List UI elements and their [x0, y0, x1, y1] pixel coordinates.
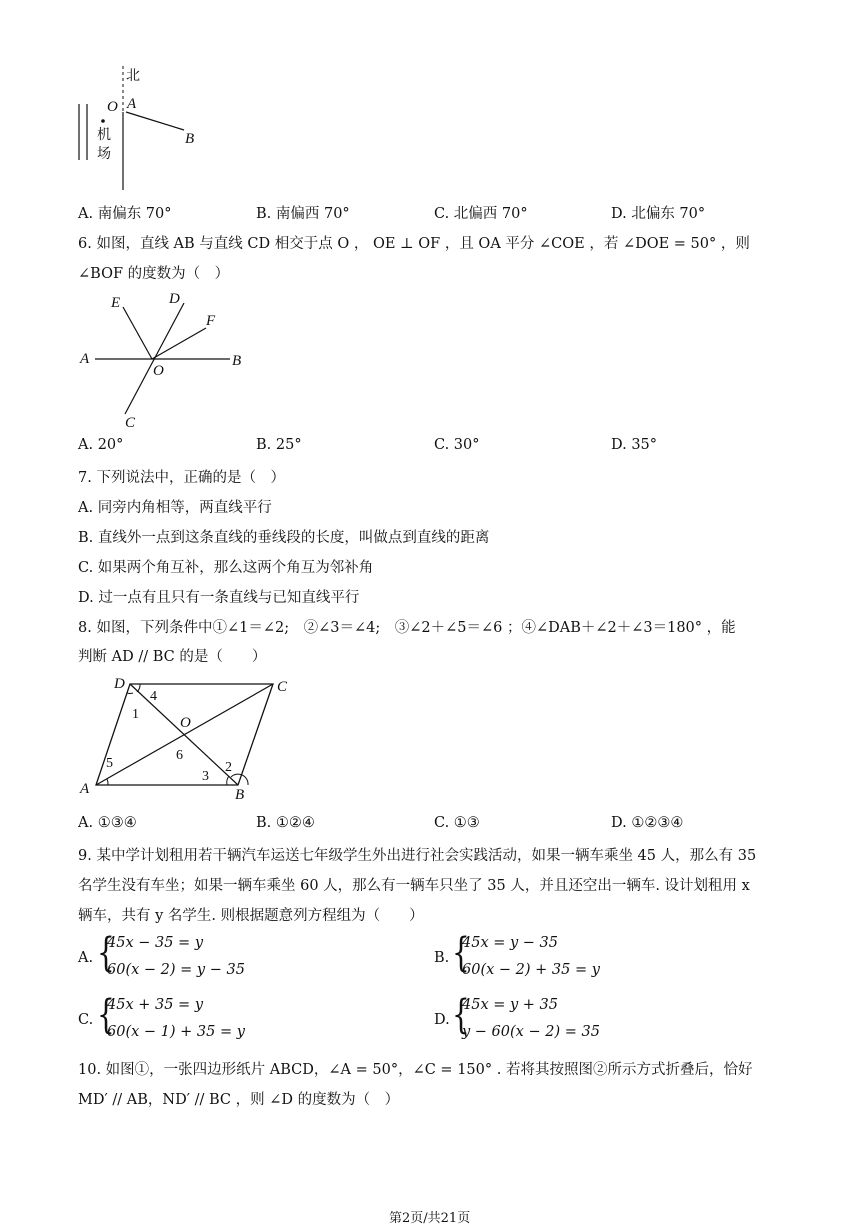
q9-option-a-brace: { — [97, 930, 115, 976]
q9-option-d-eq1: 45x = y + 35 — [462, 997, 559, 1013]
angle-6-label: 6 — [176, 748, 183, 763]
angle-1-label: 1 — [132, 707, 139, 722]
q8-option-d: D. ①②③④ — [611, 815, 684, 831]
angle-arc-3 — [227, 776, 229, 785]
q9-option-a-label: A. — [78, 950, 94, 966]
q9-option-c-label: C. — [78, 1012, 94, 1028]
vertex-a-label: A — [80, 781, 90, 797]
q5-option-c: C. 北偏西 70° — [434, 206, 528, 222]
q5-option-d: D. 北偏东 70° — [611, 206, 706, 222]
q6-option-a: A. 20° — [78, 437, 124, 453]
vertex-d-label: D — [114, 676, 125, 692]
angle-3-label: 3 — [202, 769, 209, 784]
q9-option-a-eq2: 60(x − 2) = y − 35 — [107, 962, 245, 978]
q9-option-c-eq1: 45x + 35 = y — [107, 997, 204, 1013]
q9-option-b-eq1: 45x = y − 35 — [462, 935, 559, 951]
point-a-label: A — [80, 351, 90, 367]
center-o-label: O — [180, 715, 191, 731]
q9-option-b-eq2: 60(x − 2) + 35 = y — [462, 962, 600, 978]
point-o-label: O — [153, 363, 164, 379]
q7-option-c: C. 如果两个角互补，那么这两个角互为邻补角 — [78, 560, 374, 576]
q9-stem-line1: 9. 某中学计划租用若干辆汽车运送七年级学生外出进行社会实践活动，如果一辆车乘坐 45 人，那么有 35 — [78, 848, 757, 864]
q7-option-d: D. 过一点有且只有一条直线与已知直线平行 — [78, 590, 360, 606]
point-f-label: F — [206, 313, 216, 329]
q6-option-d: D. 35° — [611, 437, 658, 453]
angle-arc-5 — [107, 779, 108, 785]
point-o-label: O — [107, 99, 118, 115]
q9-stem-line2: 名学生没有车坐；如果一辆车乘坐 60 人，那么有一辆车只坐了 35 人，并且还空出一辆车. 设计划租用 x — [78, 878, 750, 894]
q8-option-b: B. ①②④ — [256, 815, 315, 831]
point-b-label: B — [232, 353, 242, 369]
q9-option-b-brace: { — [452, 930, 470, 976]
q7-stem: 7. 下列说法中，正确的是（ ） — [78, 470, 285, 486]
angle-2-label: 2 — [225, 760, 232, 775]
q10-stem-line1: 10. 如图①，一张四边形纸片 ABCD，∠A = 50°，∠C = 150° . 若将其按照图②所示方式折叠后，恰好 — [78, 1062, 753, 1078]
q8-stem-line2: 判断 AD // BC 的是（ ） — [78, 649, 267, 665]
q6-stem-line1: 6. 如图，直线 AB 与直线 CD 相交于点 O ， OE ⊥ OF ，且 OA 平分 ∠COE ，若 ∠DOE = 50° ，则 — [78, 236, 750, 252]
q5-option-b: B. 南偏西 70° — [256, 206, 350, 222]
point-a-label: A — [127, 96, 137, 112]
page-footer: 第2页/共21页 — [389, 1211, 471, 1226]
q9-option-a-eq1: 45x − 35 = y — [107, 935, 204, 951]
q8-option-a: A. ①③④ — [78, 815, 137, 831]
q7-option-b: B. 直线外一点到这条直线的垂线段的长度，叫做点到直线的距离 — [78, 530, 490, 546]
point-e-label: E — [111, 295, 121, 311]
north-label: 北 — [126, 69, 140, 84]
point-c-label: C — [125, 415, 136, 431]
q9-option-d-label: D. — [434, 1012, 450, 1028]
q9-stem-line3: 辆车，共有 y 名学生. 则根据题意列方程组为（ ） — [78, 908, 424, 924]
q7-option-a: A. 同旁内角相等，两直线平行 — [78, 500, 272, 516]
q9-option-c-brace: { — [97, 992, 115, 1038]
q8-option-c: C. ①③ — [434, 815, 480, 831]
q10-stem-line2: MD′ // AB，ND′ // BC ，则 ∠D 的度数为（ ） — [78, 1092, 400, 1108]
vertex-b-label: B — [235, 787, 245, 803]
q8-stem-line1: 8. 如图，下列条件中①∠1＝∠2; ②∠3＝∠4; ③∠2＋∠5＝∠6 ；④∠DAB＋∠2＋∠3＝180° ，能 — [78, 620, 736, 636]
airport-label-1: 机 — [97, 128, 111, 143]
angle-4-label: 4 — [150, 689, 157, 704]
q9-option-d-eq2: y − 60(x − 2) = 35 — [462, 1024, 600, 1040]
q6-stem-line2: ∠BOF 的度数为（ ） — [78, 266, 230, 282]
q9-option-c-eq2: 60(x − 1) + 35 = y — [107, 1024, 245, 1040]
angle-5-label: 5 — [106, 756, 113, 771]
q9-option-b-label: B. — [434, 950, 450, 966]
point-d-label: D — [169, 291, 180, 307]
angle-arc-4 — [137, 684, 140, 692]
vertex-c-label: C — [277, 679, 288, 695]
q6-option-b: B. 25° — [256, 437, 302, 453]
point-b-label: B — [185, 131, 195, 147]
diagonal-db — [130, 684, 238, 785]
airport-label-2: 场 — [97, 147, 111, 162]
q6-option-c: C. 30° — [434, 437, 480, 453]
q9-option-d-brace: { — [452, 992, 470, 1038]
q5-option-a: A. 南偏东 70° — [78, 206, 172, 222]
